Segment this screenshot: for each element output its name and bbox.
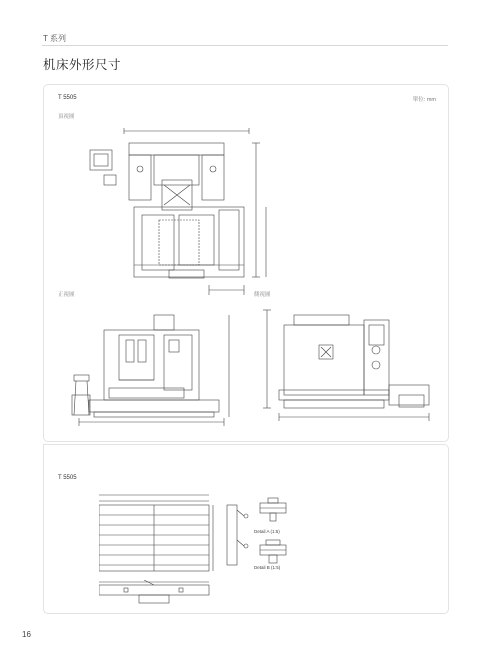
worktable-side-drawing: [222, 500, 252, 570]
header-divider: [42, 45, 448, 46]
page-number: 16: [22, 630, 31, 639]
unit-label: 單位: mm: [412, 97, 436, 103]
dimensions-card: [43, 84, 449, 442]
detail-b-label: Detail B (1:5): [254, 565, 281, 570]
model-label: T 5505: [58, 95, 77, 101]
series-label: T 系列: [43, 34, 66, 43]
worktable-card: [43, 444, 449, 614]
top-view-drawing: [84, 125, 284, 305]
side-view-label: 側視圖: [254, 292, 271, 298]
top-view-label: 頂視圖: [58, 114, 75, 120]
front-view-label: 正視圖: [58, 292, 75, 298]
worktable-top-drawing: [99, 493, 219, 573]
side-view-drawing: [259, 305, 444, 430]
detail-b-drawing: [256, 537, 292, 567]
worktable-model-label: T 5505: [58, 475, 77, 481]
dimensions-title: 机床外形尺寸: [43, 58, 122, 72]
front-view-drawing: [64, 310, 244, 430]
detail-a-drawing: [256, 495, 292, 525]
detail-a-label: Detail A (1:5): [254, 529, 280, 534]
worktable-front-drawing: [99, 580, 219, 612]
